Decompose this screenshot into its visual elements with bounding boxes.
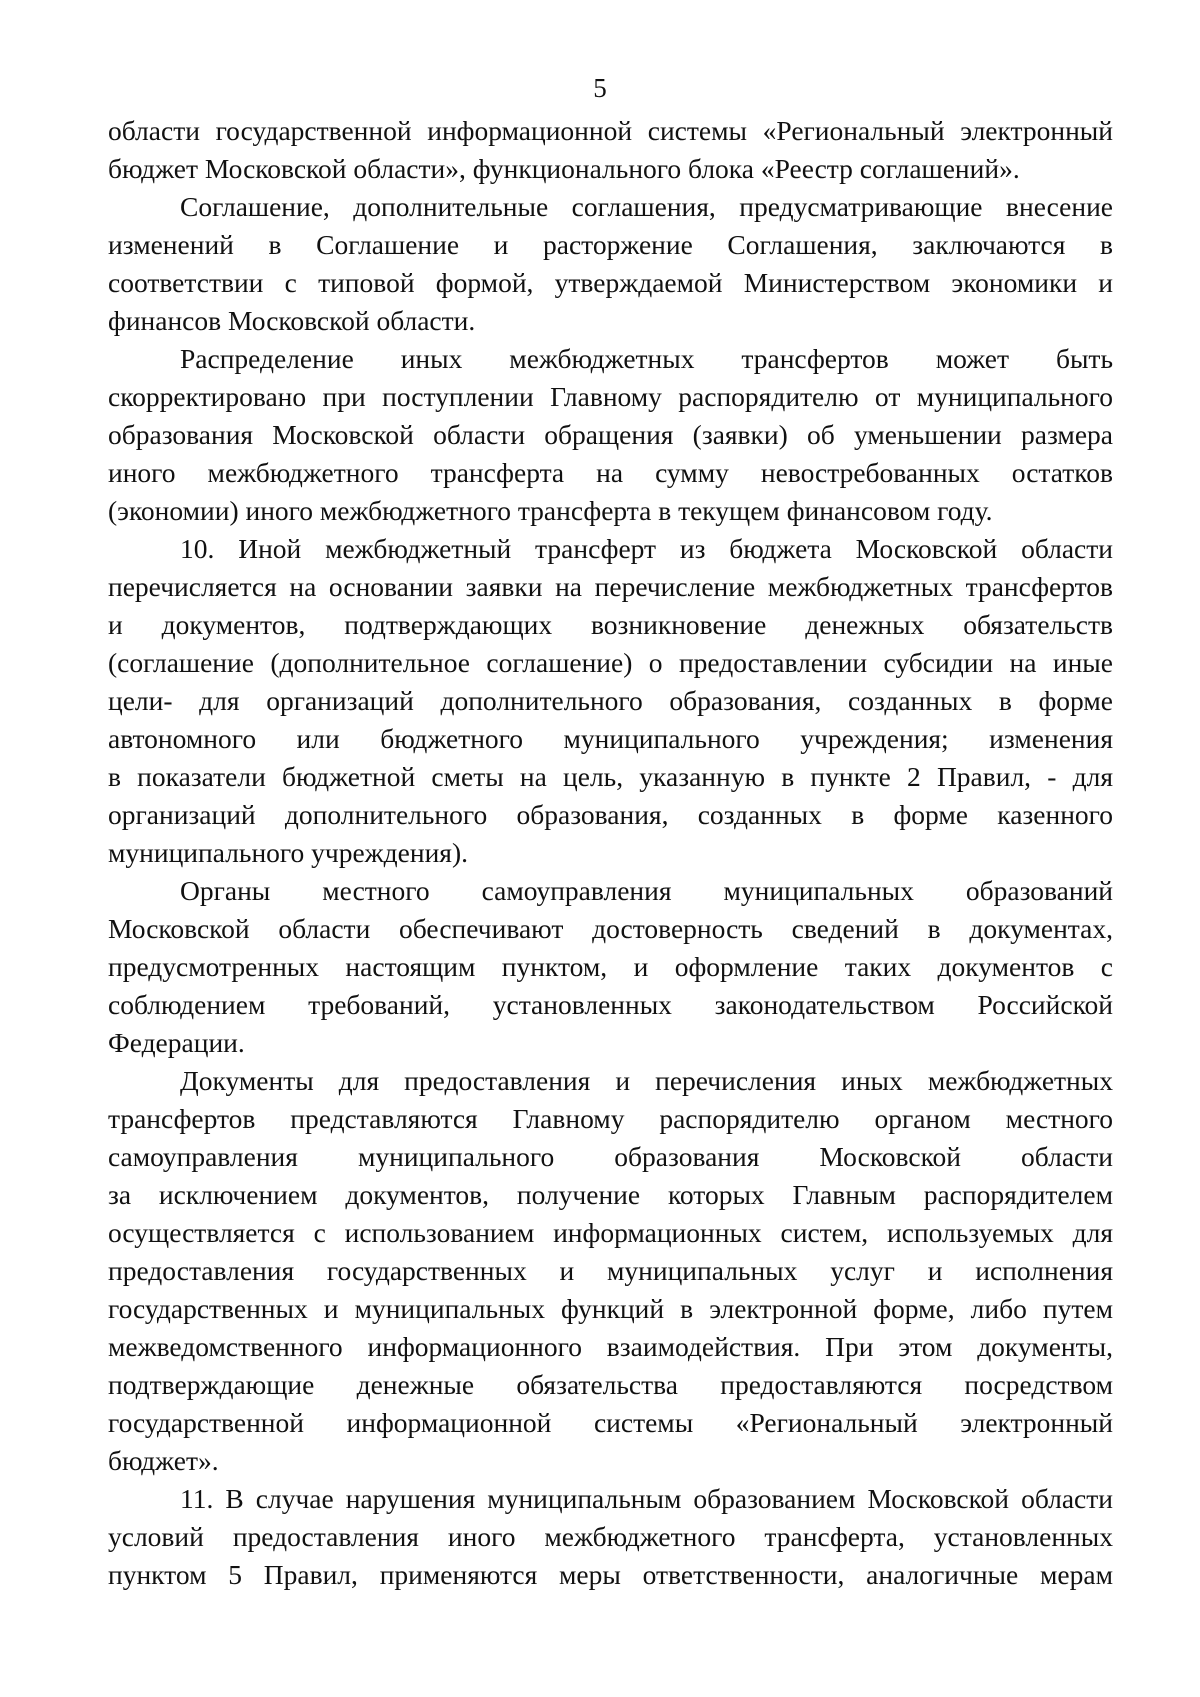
text-line: межведомственного информационного взаимодействия. При этом документы,: [108, 1331, 1113, 1362]
text-line: Документы для предоставления и перечисления иных межбюджетных: [180, 1065, 1113, 1096]
text-line: пунктом 5 Правил, применяются меры ответственности, аналогичные мерам: [108, 1559, 1113, 1590]
text-line: самоуправления муниципального образования Московской области: [108, 1141, 1113, 1172]
text-line: цели- для организаций дополнительного образования, созданных в форме: [108, 685, 1113, 716]
text-line: осуществляется с использованием информационных систем, используемых для: [108, 1217, 1113, 1248]
text-line: скорректировано при поступлении Главному распорядителю от муниципального: [108, 381, 1113, 412]
text-line: перечисляется на основании заявки на перечисление межбюджетных трансфертов: [108, 571, 1113, 602]
text-line: условий предоставления иного межбюджетного трансферта, установленных: [108, 1521, 1113, 1552]
text-line: бюджет».: [108, 1445, 219, 1476]
text-line: изменений в Соглашение и расторжение Соглашения, заключаются в: [108, 229, 1113, 260]
paragraph-3: [108, 340, 1113, 530]
text-line: 10. Иной межбюджетный трансферт из бюджета Московской области: [180, 533, 1113, 564]
paragraph-5: [108, 872, 1113, 1062]
paragraph-2: [108, 188, 1113, 340]
text-line: соблюдением требований, установленных законодательством Российской: [108, 989, 1113, 1020]
text-line: (экономии) иного межбюджетного трансферта в текущем финансовом году.: [108, 495, 993, 526]
text-line: трансфертов представляются Главному распорядителю органом местного: [108, 1103, 1113, 1134]
text-line: подтверждающие денежные обязательства предоставляются посредством: [108, 1369, 1113, 1400]
paragraph-4: [108, 530, 1113, 872]
text-line: государственной информационной системы «Региональный электронный: [108, 1407, 1113, 1438]
text-line: предусмотренных настоящим пунктом, и оформление таких документов с: [108, 951, 1113, 982]
text-line: Органы местного самоуправления муниципальных образований: [180, 875, 1113, 906]
paragraph-6: [108, 1062, 1113, 1480]
text-line: 11. В случае нарушения муниципальным образованием Московской области: [180, 1483, 1113, 1514]
text-line: соответствии с типовой формой, утверждаемой Министерством экономики и: [108, 267, 1113, 298]
text-line: государственных и муниципальных функций в электронной форме, либо путем: [108, 1293, 1113, 1324]
text-line: иного межбюджетного трансферта на сумму невостребованных остатков: [108, 457, 1113, 488]
text-line: бюджет Московской области», функционального блока «Реестр соглашений».: [108, 153, 1020, 184]
text-line: финансов Московской области.: [108, 305, 476, 336]
document-body: [108, 112, 1113, 1594]
text-line: образования Московской области обращения (заявки) об уменьшении размера: [108, 419, 1113, 450]
text-line: (соглашение (дополнительное соглашение) о предоставлении субсидии на иные: [108, 647, 1113, 678]
text-line: за исключением документов, получение которых Главным распорядителем: [108, 1179, 1113, 1210]
text-line: предоставления государственных и муниципальных услуг и исполнения: [108, 1255, 1113, 1286]
text-line: муниципального учреждения).: [108, 837, 468, 868]
text-line: Федерации.: [108, 1027, 245, 1058]
text-line: в показатели бюджетной сметы на цель, указанную в пункте 2 Правил, - для: [108, 761, 1113, 792]
paragraph-1: [108, 112, 1113, 188]
text-line: организаций дополнительного образования, созданных в форме казенного: [108, 799, 1113, 830]
paragraph-7: [108, 1480, 1113, 1594]
page-number: 5: [593, 73, 607, 103]
text-line: и документов, подтверждающих возникновение денежных обязательств: [108, 609, 1113, 640]
text-line: Распределение иных межбюджетных трансфертов может быть: [180, 343, 1113, 374]
text-line: Московской области обеспечивают достоверность сведений в документах,: [108, 913, 1113, 944]
text-line: области государственной информационной системы «Региональный электронный: [108, 115, 1113, 146]
text-line: автономного или бюджетного муниципального учреждения; изменения: [108, 723, 1113, 754]
text-line: Соглашение, дополнительные соглашения, предусматривающие внесение: [180, 191, 1113, 222]
